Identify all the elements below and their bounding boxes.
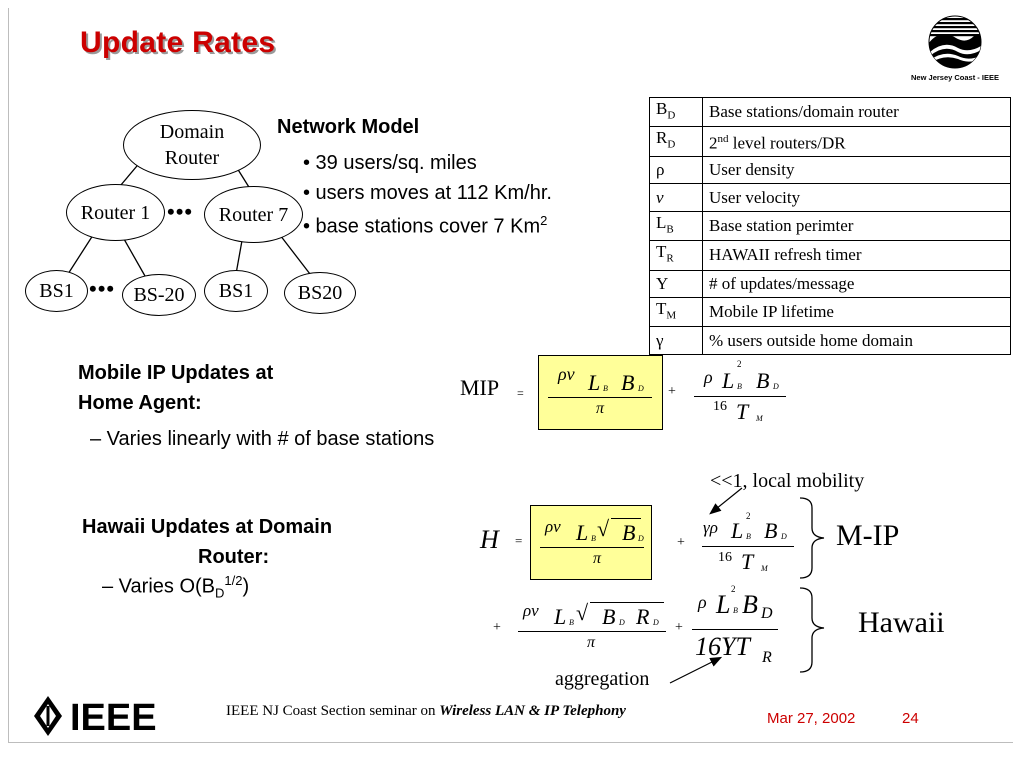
hawaii-sub-B3: B (569, 618, 574, 627)
router-7-label: Router 7 (218, 203, 289, 226)
bs20-label-left: BS-20 (133, 284, 185, 306)
mip-sub-B: B (603, 384, 608, 393)
hawaii-rho-nu: ρν (545, 517, 561, 536)
domain-router-line2: Router (164, 147, 220, 169)
mip-T: T (736, 399, 749, 424)
mip-rho: ρ (704, 367, 713, 387)
hawaii-equals: = (515, 533, 523, 548)
local-mobility-arrow (711, 488, 742, 513)
hawaii-L2: L (731, 518, 744, 543)
mip-label: M-IP (836, 519, 900, 552)
legend-description: Base station perimter (703, 211, 1011, 240)
aggregation-arrow (670, 658, 720, 683)
hawaii-sub-B4: B (733, 606, 738, 615)
mip-L: L (588, 370, 601, 395)
mip-sub-D2: D (773, 382, 779, 391)
footer-text: IEEE NJ Coast Section seminar on (226, 703, 440, 719)
mip-sixteen: 16 (713, 399, 727, 414)
footer-emphasis: Wireless LAN & IP Telephony (439, 703, 626, 719)
page-number: 24 (902, 710, 919, 727)
hawaii-rho-2: ρ (698, 592, 707, 612)
hawaii-pi: π (593, 550, 602, 567)
km-superscript: 2 (540, 213, 548, 228)
legend-symbol: Y (650, 270, 703, 298)
legend-symbol: $T_M$ (650, 298, 703, 327)
hawaii-sub-D4: D (653, 618, 659, 627)
mip-note: – Varies linearly with # of base stations (90, 428, 435, 450)
ieee-logo (30, 692, 170, 740)
hawaii-heading-line1: Hawaii Updates at Domain (82, 516, 333, 538)
bs1-label-left: BS1 (39, 280, 74, 302)
hawaii-B2: B (764, 518, 778, 543)
legend-symbol: γ (650, 327, 703, 355)
hawaii-sup-2b: 2 (731, 584, 736, 594)
legend-description: User velocity (703, 184, 1011, 212)
legend-symbol: $B_D$ (650, 98, 703, 127)
router-ellipsis: ••• (167, 199, 194, 224)
hawaii-gamma-rho: γρ (703, 518, 718, 537)
legend-description: Mobile IP lifetime (703, 298, 1011, 327)
network-model-heading: Network Model (277, 116, 420, 138)
legend-description: HAWAII refresh timer (703, 241, 1011, 270)
hawaii-sixteen: 16 (718, 550, 732, 565)
hawaii-sub-B: B (591, 534, 596, 543)
mip-heading-line1: Mobile IP Updates at (78, 362, 274, 384)
hawaii-B3: B (602, 604, 616, 629)
hawaii-plus-1: + (677, 535, 685, 550)
hawaii-brace (800, 588, 824, 672)
mip-plus: + (668, 384, 676, 399)
hawaii-sub-D5: D (761, 605, 773, 622)
hawaii-sub-R: R (762, 649, 772, 666)
local-mobility-annotation: <<1, local mobility (710, 470, 865, 492)
legend-description: Base stations/domain router (703, 98, 1011, 127)
legend-description: User density (703, 156, 1011, 184)
hawaii-label: Hawaii (858, 606, 945, 639)
mip-sub-M: M (756, 414, 763, 423)
hawaii-sub-M: M (761, 564, 768, 573)
mip-L2: L (722, 368, 735, 393)
footer-caption (226, 703, 626, 720)
router-1-label: Router 1 (80, 201, 151, 224)
bullet-users-speed: • users moves at 112 Km/hr. (303, 182, 552, 204)
mip-heading-line2: Home Agent: (78, 392, 202, 414)
bs20-label-right: BS20 (297, 282, 343, 304)
hawaii-heading-line2: Router: (198, 546, 270, 568)
hawaii-sqrt: √ (597, 516, 610, 541)
hawaii-sup-2: 2 (746, 511, 751, 521)
mip-sub-B2: B (737, 382, 742, 391)
hawaii-plus-2: + (493, 620, 501, 635)
hawaii-note: – Varies $O(B_D^{1/2})$ (102, 573, 250, 601)
legend-description: 2nd level routers/DR (703, 127, 1011, 156)
mip-lhs: MIP (460, 375, 500, 400)
hawaii-sqrt-2: √ (576, 600, 589, 625)
logo-caption: New Jersey Coast - IEEE (911, 73, 999, 82)
ieee-logo-text: IEEE (70, 697, 157, 739)
mip-rho-nu: ρν (558, 364, 575, 384)
hawaii-R: R (636, 604, 650, 629)
hawaii-sub-B2: B (746, 532, 751, 541)
hawaii-plus-3: + (675, 620, 683, 635)
mip-B2: B (756, 368, 770, 393)
hawaii-sub-D2: D (781, 532, 787, 541)
mip-sub-D: D (638, 384, 644, 393)
mip-equals: = (517, 386, 524, 400)
hawaii-L3: L (554, 604, 567, 629)
mip-brace (800, 498, 824, 578)
bullet-users-density: • 39 users/sq. miles (303, 152, 477, 174)
mip-sup-2: 2 (737, 359, 742, 369)
bs1-label-right: BS1 (218, 280, 254, 302)
hawaii-L: L (576, 520, 589, 545)
hawaii-rho-nu-2: ρν (523, 601, 539, 620)
legend-description: % users outside home domain (703, 327, 1011, 355)
bs-ellipsis: ••• (89, 276, 116, 301)
hawaii-sixteen-YT: 16YT (695, 632, 750, 661)
hawaii-L4: L (716, 590, 731, 619)
mip-pi: π (596, 400, 605, 417)
hawaii-pi-2: π (587, 634, 596, 651)
hawaii-sub-D: D (638, 534, 644, 543)
legend-description: # of updates/message (703, 270, 1011, 298)
hawaii-T: T (741, 549, 754, 574)
slide-title: Update Rates (80, 26, 276, 59)
hawaii-lhs-H: H (480, 525, 499, 554)
aggregation-annotation: aggregation (555, 668, 650, 690)
legend-symbol: ρ (650, 156, 703, 184)
legend-symbol: $L_B$ (650, 211, 703, 240)
legend-symbol: $T_R$ (650, 241, 703, 270)
hawaii-B4: B (742, 590, 758, 619)
domain-router-line1: Domain (159, 121, 225, 143)
hawaii-B: B (622, 520, 636, 545)
mip-B: B (621, 370, 635, 395)
footer-date: Mar 27, 2002 (767, 710, 856, 727)
bullet-base-station-text: • base stations cover 7 Km (303, 215, 541, 238)
legend-symbol: $R_D$ (650, 127, 703, 156)
legend-symbol: v (650, 184, 703, 212)
hawaii-sub-D3: D (619, 618, 625, 627)
